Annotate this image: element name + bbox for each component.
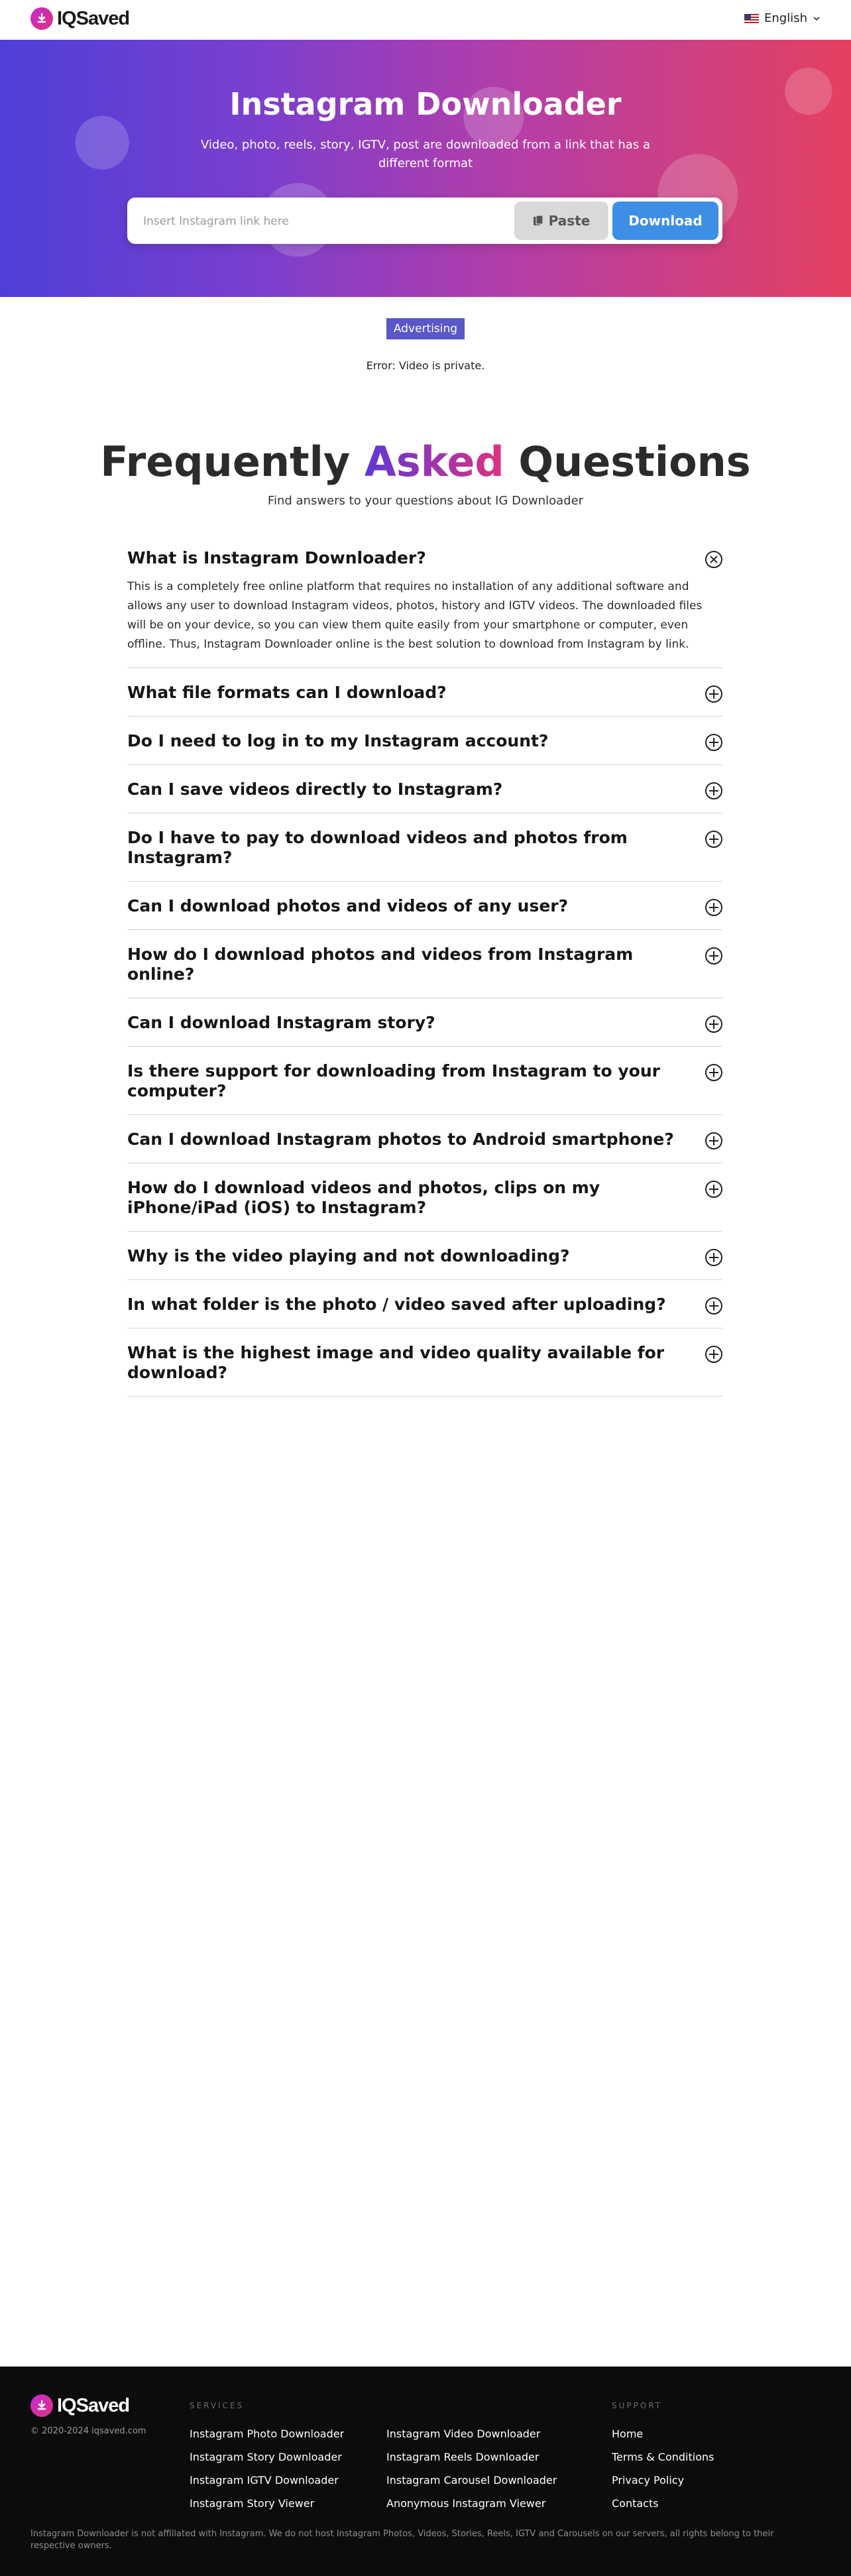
faq-question[interactable]: How do I download videos and photos, clips on my iPhone/iPad (iOS) to Instagram?	[127, 1178, 600, 1217]
language-label: English	[764, 11, 807, 25]
footer-logo[interactable]	[30, 2394, 129, 2417]
plus-circle-icon[interactable]	[705, 899, 722, 916]
footer-link[interactable]: Instagram Carousel Downloader	[386, 2474, 557, 2487]
plus-circle-icon[interactable]	[705, 1297, 722, 1315]
faq-question[interactable]: Can I download photos and videos of any user?	[127, 896, 569, 915]
faq-item[interactable]	[127, 998, 722, 1047]
support-heading: SUPPORT	[612, 2401, 663, 2410]
footer-brand-name: IQSaved	[57, 2394, 130, 2416]
faq-question[interactable]: What is Instagram Downloader?	[127, 548, 426, 567]
faq-item[interactable]	[127, 765, 722, 813]
faq-item[interactable]	[127, 1232, 722, 1280]
faq-item[interactable]	[127, 1280, 722, 1328]
advertising-badge[interactable]: Advertising	[386, 318, 465, 339]
paste-button-label: Paste	[548, 213, 591, 229]
footer-link[interactable]: Anonymous Instagram Viewer	[386, 2497, 546, 2510]
footer-link[interactable]: Contacts	[612, 2497, 659, 2510]
faq-item[interactable]	[127, 1328, 722, 1397]
link-form	[127, 198, 722, 244]
faq-heading	[0, 438, 851, 486]
plus-circle-icon[interactable]	[705, 1346, 722, 1363]
faq-question[interactable]: Do I have to pay to download videos and photos from Instagram?	[127, 828, 628, 867]
error-message: Error: Video is private.	[366, 359, 485, 372]
footer	[0, 2367, 851, 2576]
paste-button[interactable]	[514, 202, 608, 240]
download-logo-icon	[30, 2394, 53, 2417]
plus-circle-icon[interactable]	[705, 734, 722, 751]
faq-question[interactable]: What is the highest image and video quality available for download?	[127, 1343, 665, 1382]
close-circle-icon[interactable]	[705, 551, 722, 568]
brand-logo[interactable]	[30, 7, 129, 30]
footer-link[interactable]: Terms & Conditions	[612, 2451, 714, 2463]
faq-question[interactable]: Can I download Instagram photos to Android smartphone?	[127, 1130, 674, 1149]
plus-circle-icon[interactable]	[705, 1249, 722, 1266]
hero-section	[0, 40, 851, 297]
footer-link[interactable]: Instagram Photo Downloader	[190, 2428, 345, 2440]
footer-link[interactable]: Instagram Reels Downloader	[386, 2451, 539, 2463]
faq-list	[127, 534, 722, 1397]
faq-item[interactable]	[127, 882, 722, 930]
faq-item[interactable]	[127, 1047, 722, 1115]
footer-link[interactable]: Instagram IGTV Downloader	[190, 2474, 339, 2487]
faq-question[interactable]: Do I need to log in to my Instagram account?	[127, 731, 549, 750]
top-navbar	[0, 0, 851, 40]
faq-subtitle: Find answers to your questions about IG Downloader	[267, 494, 584, 508]
plus-circle-icon[interactable]	[705, 1181, 722, 1198]
footer-link[interactable]: Instagram Story Viewer	[190, 2497, 315, 2510]
faq-question[interactable]: What file formats can I download?	[127, 683, 447, 702]
faq-question[interactable]: Is there support for downloading from Instagram to your computer?	[127, 1061, 660, 1100]
plus-circle-icon[interactable]	[705, 1132, 722, 1149]
faq-item[interactable]	[127, 1163, 722, 1232]
plus-circle-icon[interactable]	[705, 831, 722, 848]
hero-subtitle: Video, photo, reels, story, IGTV, post are downloaded from a link that has a different format	[201, 138, 650, 170]
faq-question[interactable]: Can I download Instagram story?	[127, 1013, 435, 1032]
faq-item[interactable]	[127, 930, 722, 998]
footer-link[interactable]: Instagram Story Downloader	[190, 2451, 342, 2463]
footer-disclaimer: Instagram Downloader is not affiliated with Instagram. We do not host Instagram Photos, Videos, Stories, Reels, IGTV and Carousels on our servers, all rights belong to their respective owners.	[30, 2529, 774, 2551]
plus-circle-icon[interactable]	[705, 782, 722, 799]
faq-answer: This is a completely free online platform that requires no installation of any additional software and allows any user to download Instagram videos, photos, history and IGTV videos. The downloaded files will be on your device, so you can view them quite easily from your smartphone or computer, even offline. Thus, Instagram Downloader online is the best solution to download from Instagram by link.	[127, 580, 703, 651]
faq-heading-part2: Questions	[518, 438, 751, 486]
faq-question[interactable]: Can I save videos directly to Instagram?	[127, 780, 503, 799]
faq-item[interactable]	[127, 1115, 722, 1163]
faq-heading-highlight: Asked	[364, 438, 504, 486]
services-heading: SERVICES	[190, 2401, 245, 2410]
chevron-down-icon	[813, 15, 821, 23]
clipboard-icon	[533, 215, 543, 227]
footer-link[interactable]: Instagram Video Downloader	[386, 2428, 541, 2440]
faq-question[interactable]: Why is the video playing and not downloading?	[127, 1246, 570, 1265]
language-selector[interactable]	[744, 11, 821, 25]
plus-circle-icon[interactable]	[705, 1016, 722, 1033]
page-title: Instagram Downloader	[229, 86, 622, 122]
plus-circle-icon[interactable]	[705, 947, 722, 965]
brand-name: IQSaved	[57, 7, 130, 29]
faq-question[interactable]: How do I download photos and videos from Instagram online?	[127, 945, 634, 984]
download-button[interactable]: Download	[612, 202, 718, 240]
faq-item[interactable]	[127, 813, 722, 882]
support-column	[612, 2422, 714, 2515]
instagram-link-input[interactable]	[142, 207, 502, 236]
copyright: © 2020-2024 iqsaved.com	[30, 2426, 146, 2436]
footer-link[interactable]: Privacy Policy	[612, 2474, 685, 2487]
faq-question[interactable]: In what folder is the photo / video saved after uploading?	[127, 1295, 666, 1314]
footer-link[interactable]: Home	[612, 2428, 644, 2440]
services-column-2	[386, 2422, 557, 2515]
download-logo-icon	[30, 7, 53, 30]
plus-circle-icon[interactable]	[705, 1064, 722, 1081]
services-column-1	[190, 2422, 344, 2515]
faq-item[interactable]	[127, 717, 722, 765]
plus-circle-icon[interactable]	[705, 685, 722, 703]
faq-heading-part1: Frequently	[100, 438, 351, 486]
us-flag-icon	[744, 14, 759, 23]
faq-item[interactable]	[127, 534, 722, 668]
faq-item[interactable]	[127, 668, 722, 717]
